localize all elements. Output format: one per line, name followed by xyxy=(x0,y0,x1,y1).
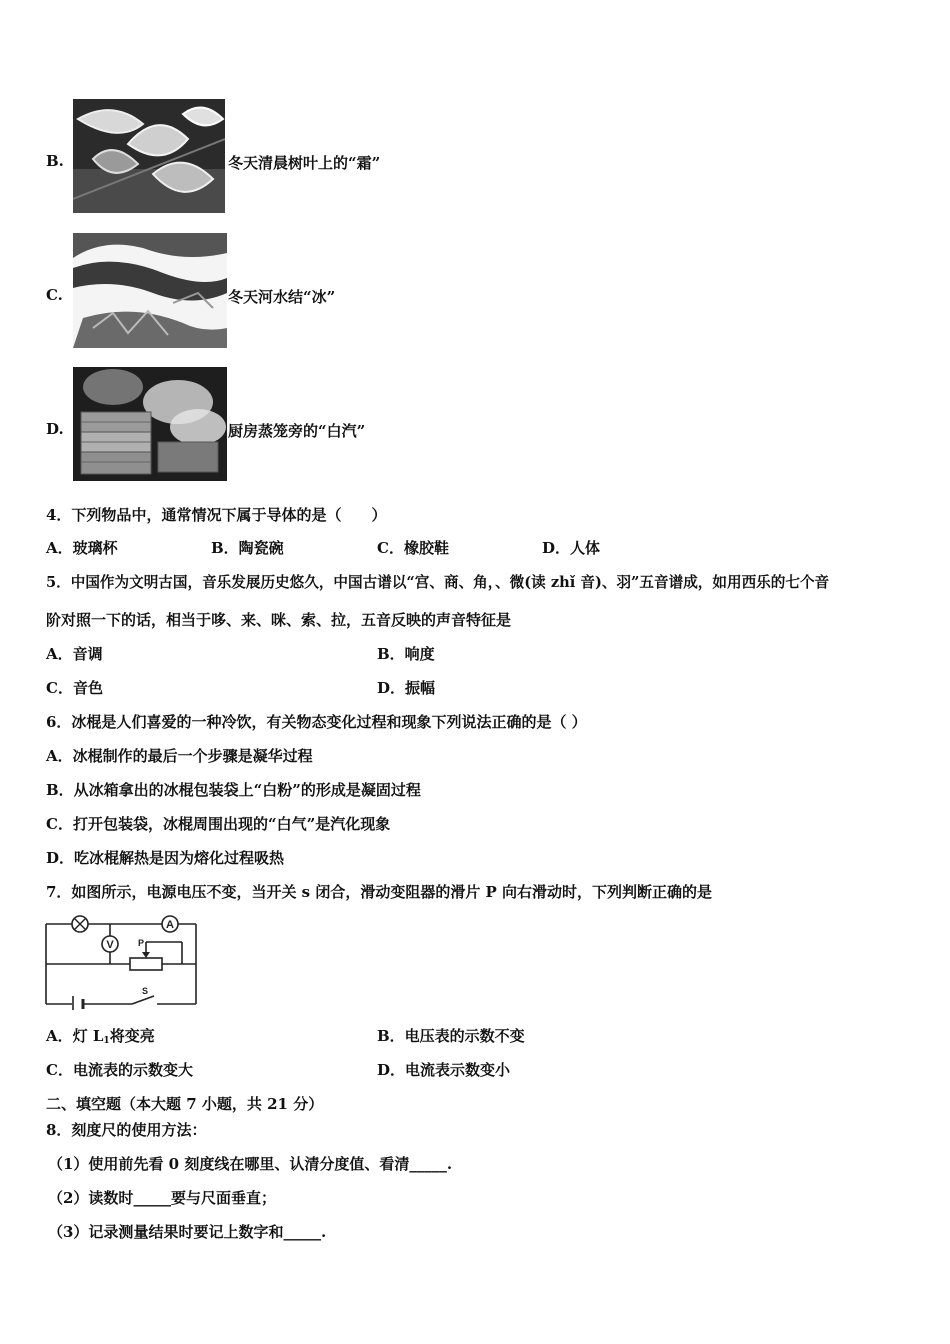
q5-stem-line2: 阶对照一下的话，相当于哆、来、咪、索、拉，五音反映的声音特征是 xyxy=(46,611,512,629)
q7-option-a-prefix: A．灯 L xyxy=(46,1027,104,1045)
ammeter-symbol xyxy=(162,916,178,932)
q7-option-a xyxy=(46,1025,155,1046)
frosted-leaves-drawing xyxy=(73,99,225,213)
q7-option-a-suffix: 将变亮 xyxy=(109,1027,155,1045)
switch-label: S xyxy=(142,986,149,996)
option-letter-d: D. xyxy=(46,420,64,438)
q5-option-b: B．响度 xyxy=(377,645,435,663)
battery-symbol xyxy=(73,996,83,1010)
q4-stem: 4．下列物品中，通常情况下属于导体的是（ ） xyxy=(46,506,387,524)
section-2-title: 二、填空题（本大题 7 小题，共 21 分） xyxy=(46,1095,324,1113)
q5-option-a: A．音调 xyxy=(46,645,103,663)
q7-option-b: B．电压表的示数不变 xyxy=(377,1027,525,1045)
q6-option-a: A．冰棍制作的最后一个步骤是凝华过程 xyxy=(46,747,313,765)
q4-option-a: A．玻璃杯 xyxy=(46,539,118,557)
q5-option-d: D．振幅 xyxy=(377,679,436,697)
q5-stem-line1: 5．中国作为文明古国，音乐发展历史悠久，中国古谱以“宫、商、角，、微(读 zhǐ 音)、羽”五音谱成，如用西乐的七个音 xyxy=(46,574,830,591)
voltmeter-label: V xyxy=(106,939,114,951)
option-d-caption: 厨房蒸笼旁的“白汽” xyxy=(228,422,366,440)
frozen-river-drawing xyxy=(73,233,227,348)
q8-stem: 8．刻度尺的使用方法： xyxy=(46,1121,207,1139)
ammeter-label: A xyxy=(166,919,174,931)
steamer-image xyxy=(73,367,227,481)
slider-label: P xyxy=(138,938,145,948)
frozen-river-image xyxy=(73,233,227,348)
q8-item-1: （1）使用前先看 0 刻度线在哪里、认清分度值、看清_____. xyxy=(48,1155,453,1173)
steamer-drawing xyxy=(73,367,227,481)
lamp-symbol xyxy=(72,916,88,932)
q8-item-3: （3）记录测量结果时要记上数字和_____. xyxy=(48,1223,327,1241)
q8-item-2: （2）读数时_____要与尺面垂直； xyxy=(48,1189,276,1207)
q7-option-d: D．电流表示数变小 xyxy=(377,1061,511,1079)
option-letter-c: C. xyxy=(46,286,63,304)
q7-option-c: C．电流表的示数变大 xyxy=(46,1061,193,1079)
q7-option-a-subscript: 1 xyxy=(103,1036,110,1046)
q4-option-d: D．人体 xyxy=(542,539,601,557)
q6-option-d: D．吃冰棍解热是因为熔化过程吸热 xyxy=(46,849,285,867)
q7-stem: 7．如图所示，电源电压不变，当开关 s 闭合，滑动变阻器的滑片 P 向右滑动时，下列判断正确的是 xyxy=(46,883,713,901)
option-letter-b: B. xyxy=(46,152,64,170)
option-c-caption: 冬天河水结“冰” xyxy=(228,288,336,306)
voltmeter-symbol xyxy=(102,936,118,952)
q5-option-c: C．音色 xyxy=(46,679,103,697)
q6-stem: 6．冰棍是人们喜爱的一种冷饮，有关物态变化过程和现象下列说法正确的是（ ） xyxy=(46,713,587,731)
q6-option-c: C．打开包装袋，冰棍周围出现的“白气”是汽化现象 xyxy=(46,815,391,833)
circuit-diagram xyxy=(42,912,202,1010)
option-b-caption: 冬天清晨树叶上的“霜” xyxy=(228,154,381,172)
q6-option-b: B．从冰箱拿出的冰棍包装袋上“白粉”的形成是凝固过程 xyxy=(46,781,421,799)
q4-option-b: B．陶瓷碗 xyxy=(211,539,284,557)
q4-option-c: C．橡胶鞋 xyxy=(377,539,449,557)
frosted-leaves-image xyxy=(73,99,225,213)
